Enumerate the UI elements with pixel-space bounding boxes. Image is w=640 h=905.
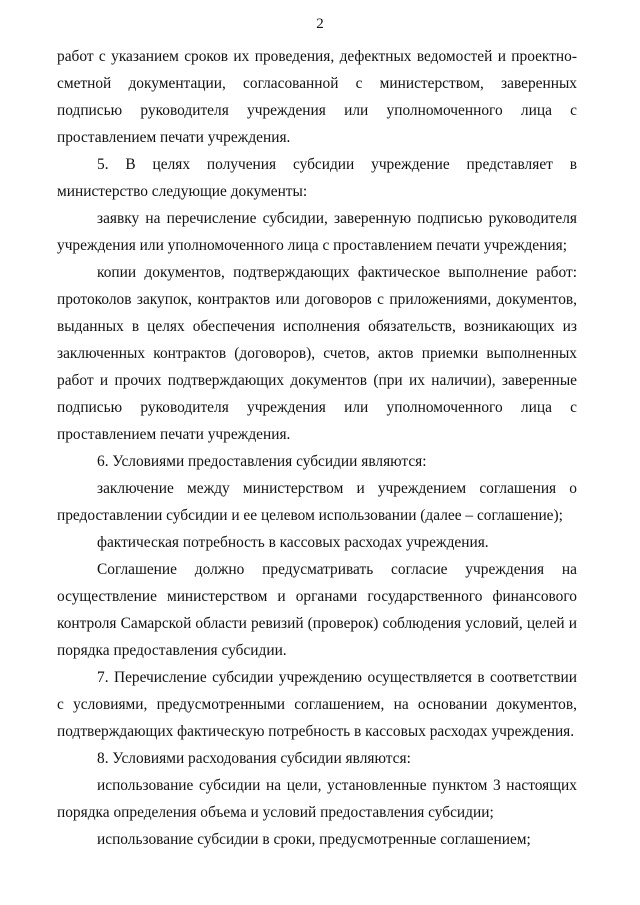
paragraph-application: заявку на перечисление субсидии, заверенную подписью руководителя учреждения или уполномоченного лица с проставлением печати учреждения; [57, 210, 577, 254]
paragraph-clause-8: 8. Условиями расходования субсидии являются: [97, 750, 411, 767]
paragraph-clause-6: 6. Условиями предоставления субсидии являются: [97, 453, 427, 470]
paragraph-agreement: заключение между министерством и учреждением соглашения о предоставлении субсидии и ее целевом использовании (далее – соглашение); [57, 480, 577, 524]
page-number: 2 [316, 16, 324, 32]
paragraph-clause-7: 7. Перечисление субсидии учреждению осуществляется в соответствии с условиями, предусмотренными соглашением, на основании документов, подтверждающих фактическую потребность в кассовых расходах учреждения. [57, 669, 577, 740]
paragraph-timely-use: использование субсидии в сроки, предусмотренные соглашением; [97, 831, 531, 848]
paragraph-clause-5: 5. В целях получения субсидии учреждение представляет в министерство следующие документы: [57, 156, 577, 200]
document-body [57, 43, 577, 853]
paragraph-agreement-consent: Соглашение должно предусматривать согласие учреждения на осуществление министерством и органами государственного финансового контроля Самарской области ревизий (проверок) соблюдения условий, целей и порядка предоставления субсидии. [57, 561, 577, 659]
paragraph-purpose-use: использование субсидии на цели, установленные пунктом 3 настоящих порядка определения объема и условий предоставления субсидии; [57, 777, 577, 821]
paragraph-document-copies: копии документов, подтверждающих фактическое выполнение работ: протоколов закупок, контрактов или договоров с приложениями, документов, выданных в целях обеспечения исполнения обязательств, возникающих из заключенных контрактов (договоров), счетов, актов приемки выполненных работ и прочих подтверждающих документов (при их наличии), заверенные подписью руководителя учреждения или уполномоченного лица с проставлением печати учреждения. [57, 264, 577, 443]
paragraph-actual-need: фактическая потребность в кассовых расходах учреждения. [97, 534, 489, 551]
paragraph-continuation: работ с указанием сроков их проведения, дефектных ведомостей и проектно-сметной документации, согласованной с министерством, заверенных подписью руководителя учреждения или уполномоченного лица с проставлением печати учреждения. [57, 48, 577, 146]
